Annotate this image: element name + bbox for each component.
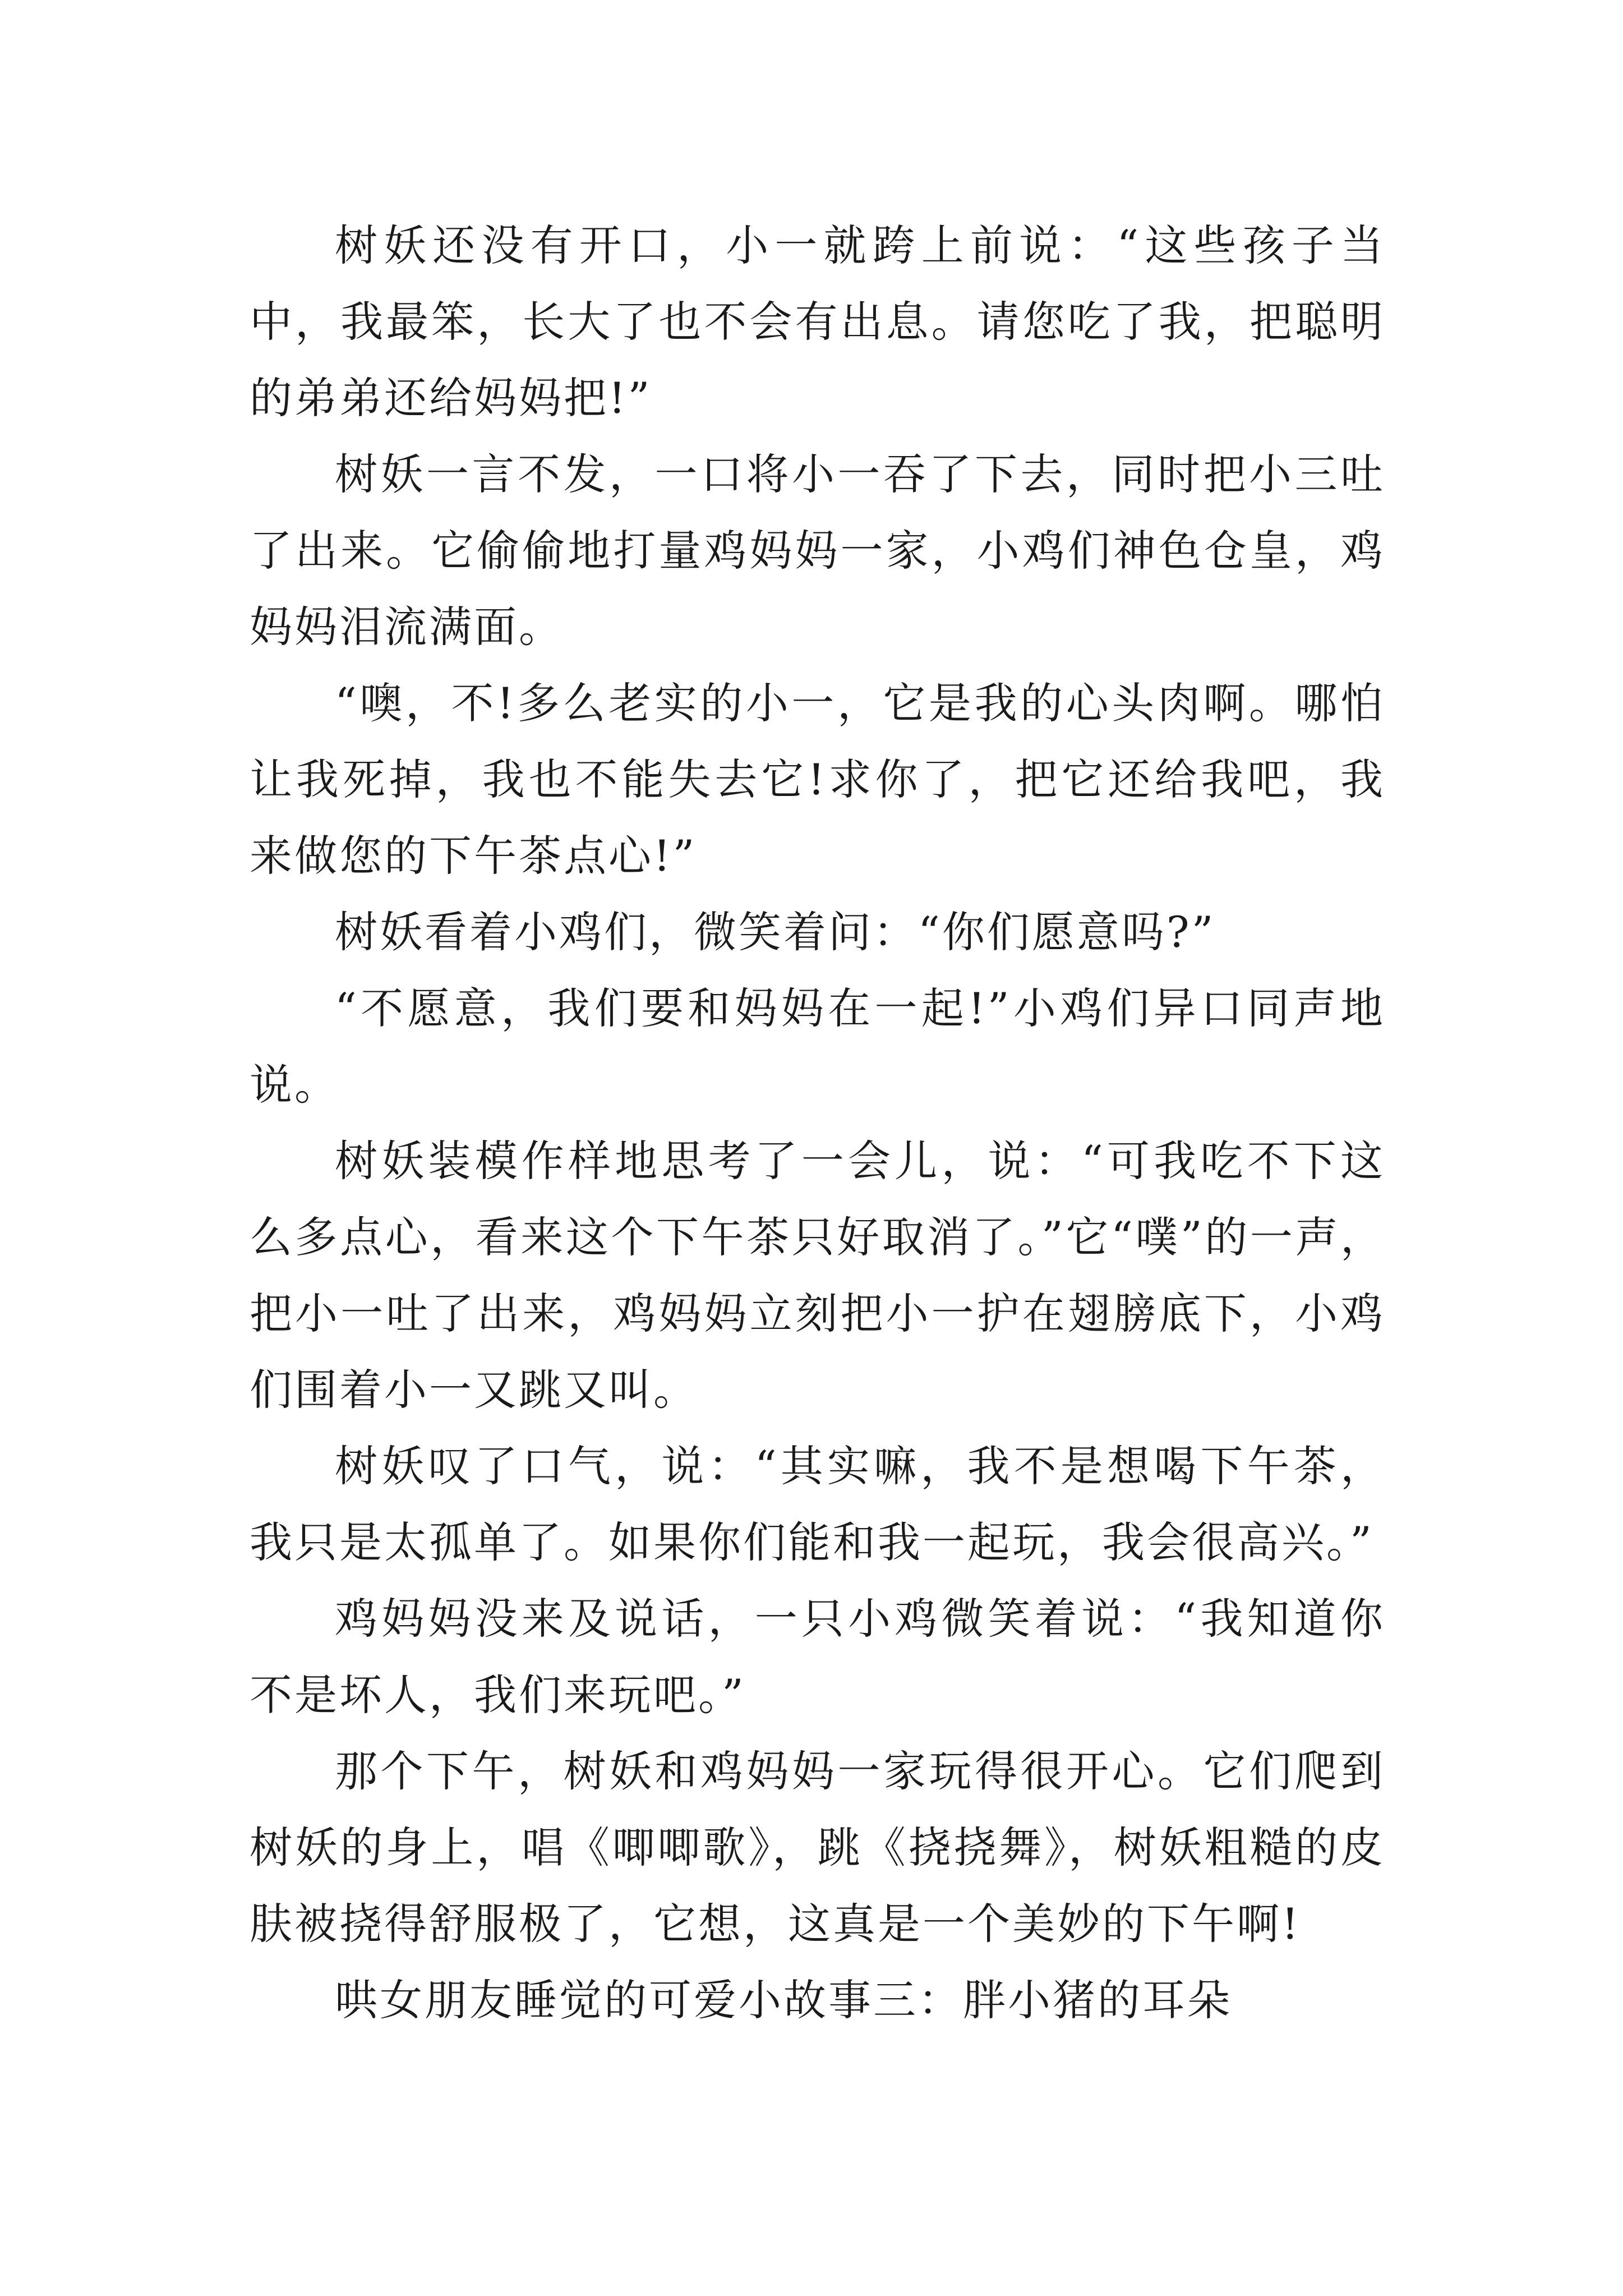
paragraph: “不愿意，我们要和妈妈在一起!”小鸡们异口同声地说。	[250, 983, 1385, 1110]
paragraph: 树妖装模作样地思考了一会儿，说：“可我吃不下这么多点心，看来这个下午茶只好取消了。”它“噗”的一声，把小一吐了出来，鸡妈妈立刻把小一护在翅膀底下，小鸡们围着小一又跳又叫。	[250, 1136, 1385, 1415]
paragraph: 树妖看着小鸡们，微笑着问：“你们愿意吗?”	[335, 907, 1216, 957]
paragraph: “噢，不!多么老实的小一，它是我的心头肉啊。哪怕让我死掉，我也不能失去它!求你了，把它还给我吧，我来做您的下午茶点心!”	[250, 678, 1385, 881]
section-heading: 哄女朋友睡觉的可爱小故事三：胖小猪的耳朵	[335, 1975, 1232, 2025]
story-text	[250, 208, 1385, 2039]
paragraph: 那个下午，树妖和鸡妈妈一家玩得很开心。它们爬到树妖的身上，唱《唧唧歌》，跳《挠挠舞》，树妖粗糙的皮肤被挠得舒服极了，它想，这真是一个美妙的下午啊!	[250, 1746, 1385, 1949]
paragraph: 鸡妈妈没来及说话，一只小鸡微笑着说：“我知道你不是坏人，我们来玩吧。”	[250, 1594, 1385, 1720]
paragraph: 树妖一言不发，一口将小一吞了下去，同时把小三吐了出来。它偷偷地打量鸡妈妈一家，小鸡们神色仓皇，鸡妈妈泪流满面。	[250, 449, 1385, 652]
paragraph: 树妖叹了口气，说：“其实嘛，我不是想喝下午茶，我只是太孤单了。如果你们能和我一起玩，我会很高兴。”	[250, 1441, 1385, 1567]
paragraph: 树妖还没有开口，小一就跨上前说：“这些孩子当中，我最笨，长大了也不会有出息。请您吃了我，把聪明的弟弟还给妈妈把!”	[250, 220, 1385, 423]
